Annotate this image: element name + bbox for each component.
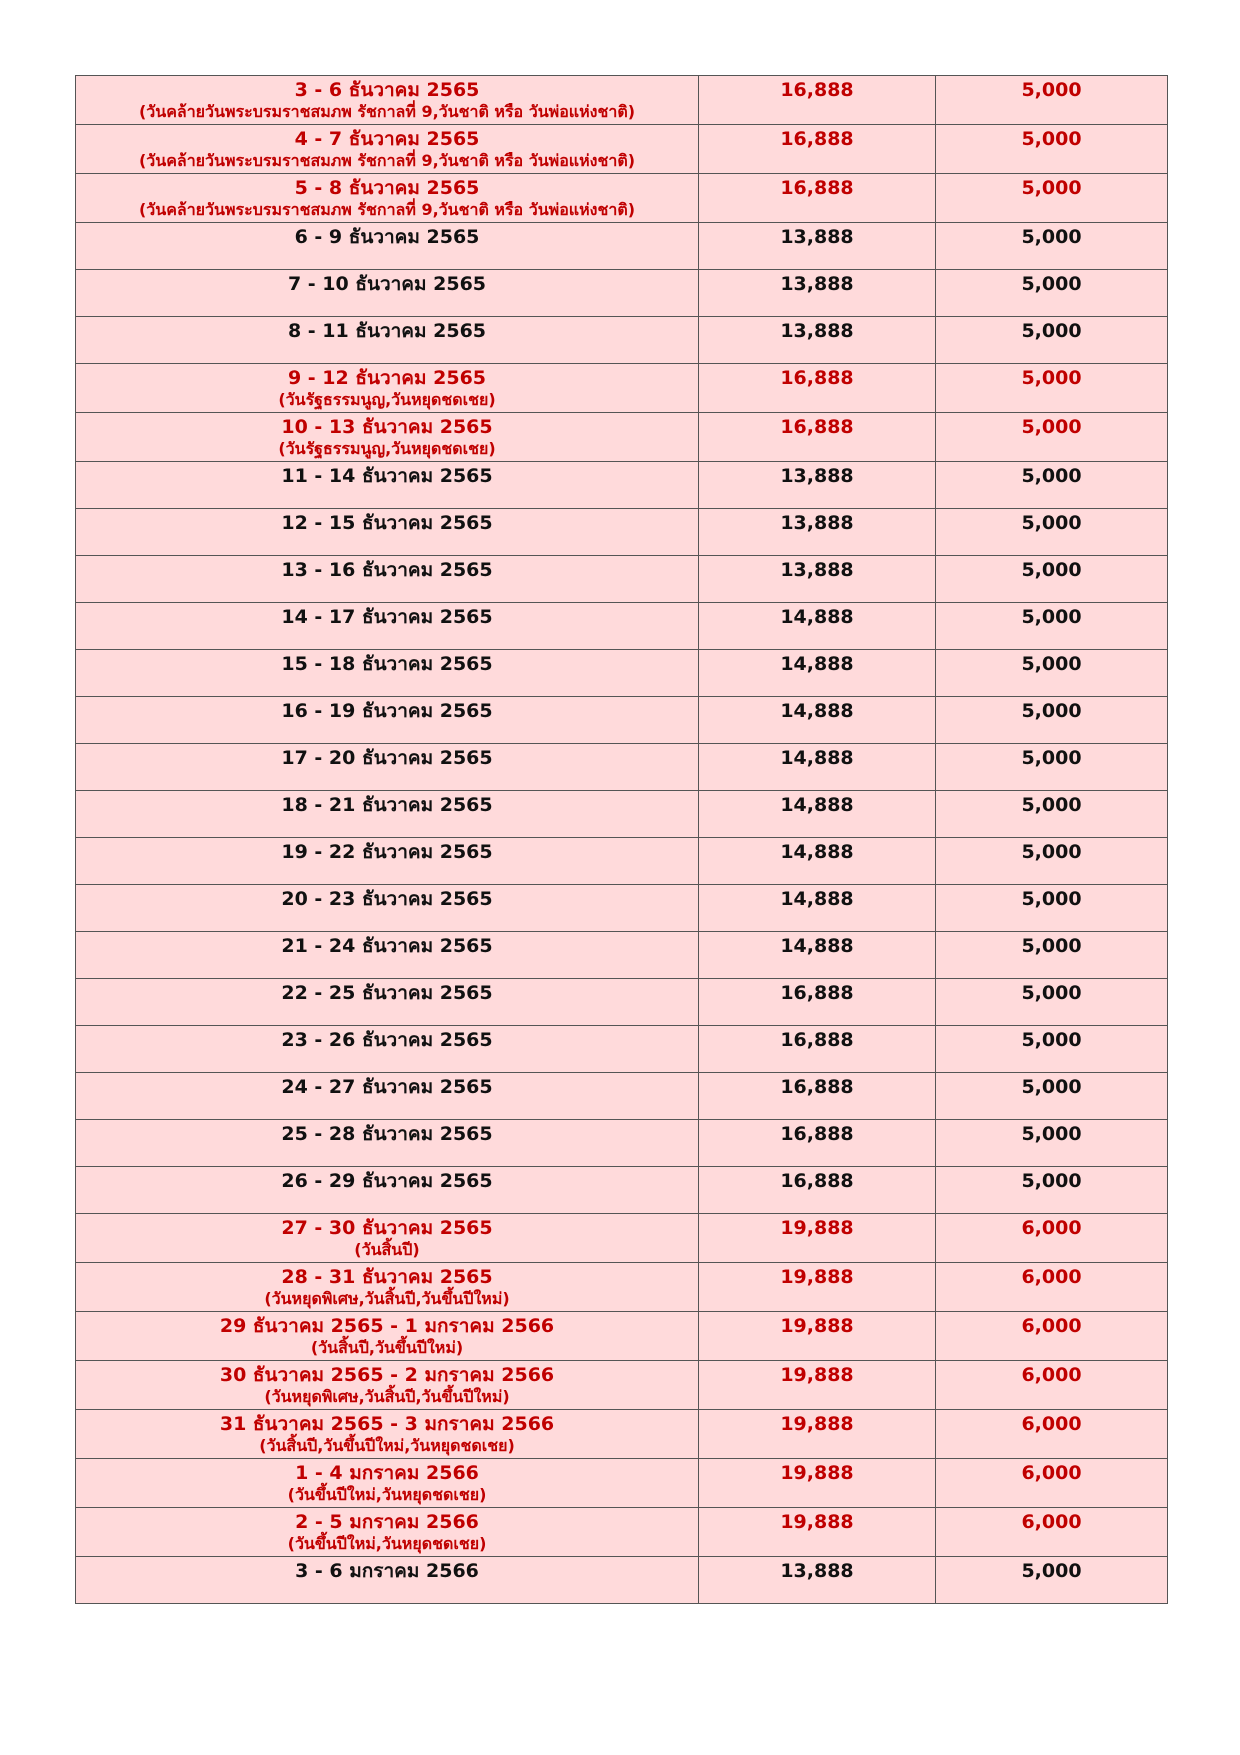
date-cell — [76, 223, 699, 270]
table-row — [76, 1120, 1168, 1167]
price-cell — [699, 697, 936, 744]
table-row — [76, 1073, 1168, 1120]
table-row — [76, 509, 1168, 556]
deposit-amount: 6,000 — [1021, 1266, 1082, 1288]
table-row — [76, 1361, 1168, 1410]
deposit-amount: 6,000 — [1021, 1511, 1082, 1533]
deposit-amount: 5,000 — [1021, 559, 1082, 581]
price-cell — [699, 223, 936, 270]
deposit-amount: 5,000 — [1021, 1560, 1082, 1582]
price-cell — [699, 744, 936, 791]
travel-date-range: 5 - 8 ธันวาคม 2565 — [294, 177, 480, 199]
deposit-cell — [936, 1361, 1168, 1410]
table-row — [76, 1410, 1168, 1459]
tour-price: 13,888 — [780, 559, 854, 581]
price-cell — [699, 979, 936, 1026]
table-row — [76, 364, 1168, 413]
deposit-cell — [936, 932, 1168, 979]
price-cell — [699, 1026, 936, 1073]
deposit-amount: 5,000 — [1021, 747, 1082, 769]
deposit-amount: 5,000 — [1021, 794, 1082, 816]
table-row — [76, 223, 1168, 270]
date-cell — [76, 838, 699, 885]
tour-price: 14,888 — [780, 653, 854, 675]
deposit-cell — [936, 838, 1168, 885]
tour-price: 14,888 — [780, 935, 854, 957]
price-table — [75, 75, 1168, 1604]
price-cell — [699, 76, 936, 125]
tour-price: 19,888 — [780, 1217, 854, 1239]
date-cell — [76, 1263, 699, 1312]
deposit-amount: 5,000 — [1021, 1076, 1082, 1098]
deposit-amount: 6,000 — [1021, 1462, 1082, 1484]
table-row — [76, 1026, 1168, 1073]
date-cell — [76, 1361, 699, 1410]
price-cell — [699, 509, 936, 556]
travel-date-range: 30 ธันวาคม 2565 - 2 มกราคม 2566 — [219, 1364, 555, 1386]
tour-price: 13,888 — [780, 1560, 854, 1582]
deposit-amount: 5,000 — [1021, 606, 1082, 628]
deposit-amount: 5,000 — [1021, 226, 1082, 248]
deposit-amount: 6,000 — [1021, 1315, 1082, 1337]
travel-date-range: 19 - 22 ธันวาคม 2565 — [281, 841, 493, 863]
tour-price: 14,888 — [780, 606, 854, 628]
table-row — [76, 885, 1168, 932]
deposit-cell — [936, 174, 1168, 223]
tour-price: 16,888 — [780, 1076, 854, 1098]
holiday-note: (วันคล้ายวันพระบรมราชสมภพ รัชกาลที่ 9,วันชาติ หรือ วันพ่อแห่งชาติ) — [138, 151, 636, 170]
table-row — [76, 1263, 1168, 1312]
tour-price: 14,888 — [780, 747, 854, 769]
deposit-cell — [936, 270, 1168, 317]
table-row — [76, 125, 1168, 174]
date-cell — [76, 1026, 699, 1073]
date-cell — [76, 791, 699, 838]
deposit-amount: 5,000 — [1021, 1170, 1082, 1192]
tour-price: 13,888 — [780, 273, 854, 295]
price-cell — [699, 603, 936, 650]
tour-price: 16,888 — [780, 128, 854, 150]
price-cell — [699, 650, 936, 697]
date-cell — [76, 270, 699, 317]
holiday-note: (วันหยุดพิเศษ,วันสิ้นปี,วันขึ้นปีใหม่) — [264, 1387, 510, 1406]
travel-date-range: 9 - 12 ธันวาคม 2565 — [287, 367, 487, 389]
table-row — [76, 1312, 1168, 1361]
table-row — [76, 317, 1168, 364]
travel-date-range: 6 - 9 ธันวาคม 2565 — [294, 226, 480, 248]
price-cell — [699, 1361, 936, 1410]
deposit-amount: 5,000 — [1021, 465, 1082, 487]
deposit-amount: 5,000 — [1021, 888, 1082, 910]
deposit-cell — [936, 1120, 1168, 1167]
price-table-body — [76, 76, 1168, 1604]
travel-date-range: 18 - 21 ธันวาคม 2565 — [281, 794, 493, 816]
deposit-amount: 5,000 — [1021, 320, 1082, 342]
deposit-cell — [936, 1073, 1168, 1120]
deposit-amount: 5,000 — [1021, 79, 1082, 101]
deposit-cell — [936, 1263, 1168, 1312]
travel-date-range: 29 ธันวาคม 2565 - 1 มกราคม 2566 — [219, 1315, 555, 1337]
deposit-cell — [936, 364, 1168, 413]
deposit-cell — [936, 885, 1168, 932]
deposit-amount: 6,000 — [1021, 1413, 1082, 1435]
travel-date-range: 28 - 31 ธันวาคม 2565 — [281, 1266, 493, 1288]
table-row — [76, 76, 1168, 125]
table-row — [76, 791, 1168, 838]
travel-date-range: 2 - 5 มกราคม 2566 — [295, 1511, 479, 1533]
price-cell — [699, 1214, 936, 1263]
tour-price: 16,888 — [780, 177, 854, 199]
table-row — [76, 932, 1168, 979]
deposit-amount: 5,000 — [1021, 841, 1082, 863]
travel-date-range: 11 - 14 ธันวาคม 2565 — [281, 465, 493, 487]
holiday-note: (วันรัฐธรรมนูญ,วันหยุดชดเชย) — [278, 439, 496, 458]
travel-date-range: 21 - 24 ธันวาคม 2565 — [281, 935, 493, 957]
price-cell — [699, 1508, 936, 1557]
travel-date-range: 1 - 4 มกราคม 2566 — [295, 1462, 479, 1484]
tour-price: 14,888 — [780, 841, 854, 863]
deposit-cell — [936, 697, 1168, 744]
deposit-cell — [936, 317, 1168, 364]
deposit-cell — [936, 556, 1168, 603]
travel-date-range: 3 - 6 มกราคม 2566 — [295, 1560, 479, 1582]
date-cell — [76, 1312, 699, 1361]
travel-date-range: 8 - 11 ธันวาคม 2565 — [287, 320, 487, 342]
tour-price: 19,888 — [780, 1511, 854, 1533]
date-cell — [76, 1214, 699, 1263]
deposit-cell — [936, 125, 1168, 174]
travel-date-range: 7 - 10 ธันวาคม 2565 — [287, 273, 487, 295]
date-cell — [76, 1120, 699, 1167]
price-cell — [699, 364, 936, 413]
tour-price: 16,888 — [780, 982, 854, 1004]
deposit-cell — [936, 791, 1168, 838]
travel-date-range: 20 - 23 ธันวาคม 2565 — [281, 888, 493, 910]
table-row — [76, 979, 1168, 1026]
date-cell — [76, 744, 699, 791]
table-row — [76, 838, 1168, 885]
holiday-note: (วันสิ้นปี) — [354, 1240, 420, 1259]
table-row — [76, 174, 1168, 223]
deposit-amount: 5,000 — [1021, 367, 1082, 389]
holiday-note: (วันหยุดพิเศษ,วันสิ้นปี,วันขึ้นปีใหม่) — [264, 1289, 510, 1308]
date-cell — [76, 650, 699, 697]
deposit-amount: 5,000 — [1021, 273, 1082, 295]
price-cell — [699, 462, 936, 509]
travel-date-range: 16 - 19 ธันวาคม 2565 — [281, 700, 493, 722]
travel-date-range: 3 - 6 ธันวาคม 2565 — [294, 79, 480, 101]
tour-price: 16,888 — [780, 1170, 854, 1192]
deposit-amount: 5,000 — [1021, 416, 1082, 438]
travel-date-range: 15 - 18 ธันวาคม 2565 — [281, 653, 493, 675]
date-cell — [76, 76, 699, 125]
travel-date-range: 31 ธันวาคม 2565 - 3 มกราคม 2566 — [219, 1413, 555, 1435]
date-cell — [76, 697, 699, 744]
tour-price: 19,888 — [780, 1266, 854, 1288]
date-cell — [76, 603, 699, 650]
tour-price: 19,888 — [780, 1413, 854, 1435]
date-cell — [76, 556, 699, 603]
deposit-cell — [936, 223, 1168, 270]
travel-date-range: 17 - 20 ธันวาคม 2565 — [281, 747, 493, 769]
deposit-cell — [936, 744, 1168, 791]
deposit-amount: 5,000 — [1021, 128, 1082, 150]
price-cell — [699, 838, 936, 885]
tour-price: 14,888 — [780, 888, 854, 910]
tour-price: 13,888 — [780, 226, 854, 248]
deposit-amount: 5,000 — [1021, 512, 1082, 534]
date-cell — [76, 125, 699, 174]
tour-price: 16,888 — [780, 367, 854, 389]
table-row — [76, 1459, 1168, 1508]
deposit-cell — [936, 76, 1168, 125]
tour-price: 19,888 — [780, 1364, 854, 1386]
tour-price: 13,888 — [780, 512, 854, 534]
date-cell — [76, 932, 699, 979]
deposit-amount: 5,000 — [1021, 982, 1082, 1004]
table-row — [76, 603, 1168, 650]
price-cell — [699, 317, 936, 364]
travel-date-range: 25 - 28 ธันวาคม 2565 — [281, 1123, 493, 1145]
table-row — [76, 1214, 1168, 1263]
price-cell — [699, 885, 936, 932]
price-cell — [699, 1167, 936, 1214]
price-cell — [699, 1073, 936, 1120]
date-cell — [76, 1410, 699, 1459]
date-cell — [76, 174, 699, 223]
holiday-note: (วันขึ้นปีใหม่,วันหยุดชดเชย) — [287, 1534, 487, 1553]
deposit-amount: 5,000 — [1021, 1029, 1082, 1051]
deposit-cell — [936, 1508, 1168, 1557]
deposit-cell — [936, 1557, 1168, 1604]
travel-date-range: 12 - 15 ธันวาคม 2565 — [281, 512, 493, 534]
price-cell — [699, 1312, 936, 1361]
deposit-cell — [936, 1312, 1168, 1361]
date-cell — [76, 885, 699, 932]
table-row — [76, 556, 1168, 603]
tour-price: 16,888 — [780, 1029, 854, 1051]
date-cell — [76, 979, 699, 1026]
travel-date-range: 10 - 13 ธันวาคม 2565 — [281, 416, 493, 438]
holiday-note: (วันคล้ายวันพระบรมราชสมภพ รัชกาลที่ 9,วันชาติ หรือ วันพ่อแห่งชาติ) — [138, 102, 636, 121]
tour-price: 16,888 — [780, 416, 854, 438]
travel-date-range: 13 - 16 ธันวาคม 2565 — [281, 559, 493, 581]
price-cell — [699, 174, 936, 223]
deposit-cell — [936, 650, 1168, 697]
deposit-cell — [936, 462, 1168, 509]
price-cell — [699, 1557, 936, 1604]
travel-date-range: 23 - 26 ธันวาคม 2565 — [281, 1029, 493, 1051]
travel-date-range: 22 - 25 ธันวาคม 2565 — [281, 982, 493, 1004]
travel-date-range: 27 - 30 ธันวาคม 2565 — [281, 1217, 493, 1239]
price-cell — [699, 932, 936, 979]
deposit-cell — [936, 603, 1168, 650]
date-cell — [76, 462, 699, 509]
table-row — [76, 270, 1168, 317]
deposit-amount: 5,000 — [1021, 1123, 1082, 1145]
price-cell — [699, 1120, 936, 1167]
travel-date-range: 4 - 7 ธันวาคม 2565 — [294, 128, 480, 150]
date-cell — [76, 317, 699, 364]
deposit-cell — [936, 1459, 1168, 1508]
travel-date-range: 26 - 29 ธันวาคม 2565 — [281, 1170, 493, 1192]
holiday-note: (วันขึ้นปีใหม่,วันหยุดชดเชย) — [287, 1485, 487, 1504]
table-row — [76, 744, 1168, 791]
tour-price: 16,888 — [780, 1123, 854, 1145]
deposit-cell — [936, 1214, 1168, 1263]
tour-price: 14,888 — [780, 700, 854, 722]
deposit-amount: 5,000 — [1021, 700, 1082, 722]
date-cell — [76, 1073, 699, 1120]
deposit-cell — [936, 1167, 1168, 1214]
deposit-amount: 6,000 — [1021, 1364, 1082, 1386]
holiday-note: (วันรัฐธรรมนูญ,วันหยุดชดเชย) — [278, 390, 496, 409]
deposit-amount: 5,000 — [1021, 935, 1082, 957]
holiday-note: (วันสิ้นปี,วันขึ้นปีใหม่) — [310, 1338, 464, 1357]
table-row — [76, 1508, 1168, 1557]
date-cell — [76, 1459, 699, 1508]
price-cell — [699, 1263, 936, 1312]
holiday-note: (วันคล้ายวันพระบรมราชสมภพ รัชกาลที่ 9,วันชาติ หรือ วันพ่อแห่งชาติ) — [138, 200, 636, 219]
travel-date-range: 14 - 17 ธันวาคม 2565 — [281, 606, 493, 628]
deposit-cell — [936, 1026, 1168, 1073]
price-cell — [699, 1410, 936, 1459]
price-cell — [699, 791, 936, 838]
deposit-amount: 5,000 — [1021, 653, 1082, 675]
table-row — [76, 413, 1168, 462]
deposit-cell — [936, 1410, 1168, 1459]
table-row — [76, 650, 1168, 697]
tour-price: 19,888 — [780, 1315, 854, 1337]
date-cell — [76, 364, 699, 413]
table-row — [76, 697, 1168, 744]
date-cell — [76, 509, 699, 556]
table-row — [76, 1557, 1168, 1604]
price-cell — [699, 270, 936, 317]
price-cell — [699, 413, 936, 462]
tour-price: 13,888 — [780, 465, 854, 487]
tour-price: 16,888 — [780, 79, 854, 101]
date-cell — [76, 1557, 699, 1604]
date-cell — [76, 1167, 699, 1214]
deposit-amount: 5,000 — [1021, 177, 1082, 199]
deposit-cell — [936, 509, 1168, 556]
price-cell — [699, 556, 936, 603]
holiday-note: (วันสิ้นปี,วันขึ้นปีใหม่,วันหยุดชดเชย) — [259, 1436, 515, 1455]
date-cell — [76, 1508, 699, 1557]
travel-date-range: 24 - 27 ธันวาคม 2565 — [281, 1076, 493, 1098]
deposit-amount: 6,000 — [1021, 1217, 1082, 1239]
deposit-cell — [936, 979, 1168, 1026]
tour-price: 13,888 — [780, 320, 854, 342]
price-cell — [699, 125, 936, 174]
deposit-cell — [936, 413, 1168, 462]
table-row — [76, 462, 1168, 509]
tour-price: 14,888 — [780, 794, 854, 816]
table-row — [76, 1167, 1168, 1214]
tour-price: 19,888 — [780, 1462, 854, 1484]
price-cell — [699, 1459, 936, 1508]
date-cell — [76, 413, 699, 462]
